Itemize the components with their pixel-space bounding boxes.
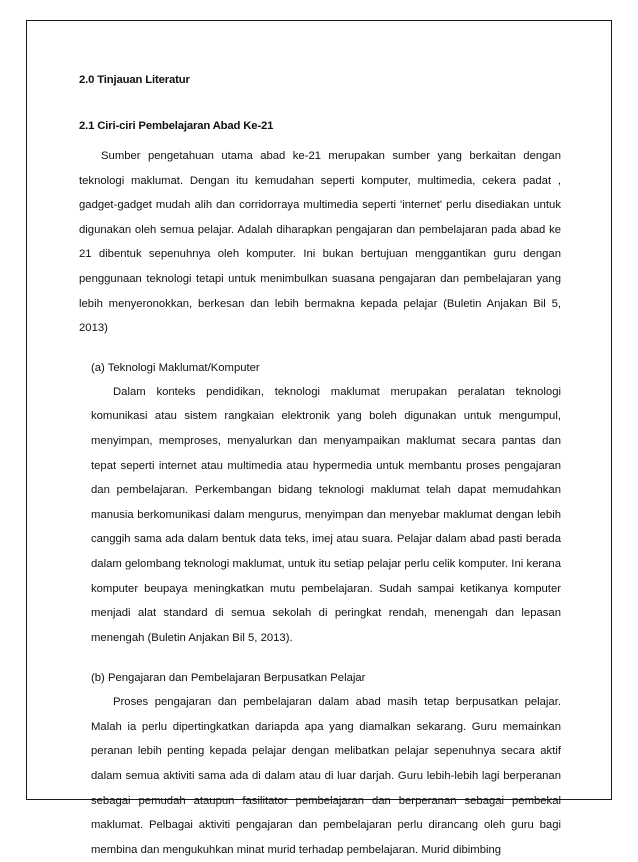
heading-section-2-1: 2.1 Ciri-ciri Pembelajaran Abad Ke-21 xyxy=(79,120,274,132)
subsection-a-text: Dalam konteks pendidikan, teknologi maklumat merupakan peralatan teknologi komunikasi atau sistem rangkaian elektronik yang boleh digunakan untuk mengumpul, menyimpan, memproses, menyalurkan dan menyampaikan maklumat secara pantas dan tepat seperti internet atau multimedia atau hypermedia untuk membantu proses pengajaran dan pembelajaran. Perkembangan bidang teknologi maklumat telah dapat memudahkan manusia berkomunikasi dalam mengurus, menyimpan dan menyebar maklumat dengan lebih canggih sama ada dalam bentuk data teks, imej atau suara. Pelajar dalam abad pasti berada dalam gelombang teknologi maklumat, untuk itu setiap pelajar perlu celik komputer. Ini kerana komputer beupaya meningkatkan mutu pembelajaran. Sudah sampai ketikanya komputer menjadi alat standard di semua sekolah di peringkat rendah, menengah dan lepasan menengah (Buletin Anjakan Bil 5, 2013). xyxy=(91,385,561,644)
subsection-b xyxy=(91,671,561,862)
document-page xyxy=(26,20,612,856)
heading-literature-review: 2.0 Tinjauan Literatur xyxy=(79,74,190,86)
paragraph-intro: Sumber pengetahuan utama abad ke-21 merupakan sumber yang berkaitan dengan teknologi maklumat. Dengan itu kemudahan seperti komputer, multimedia, cekera padat , gadget-gadget mudah alih dan corridorraya multimedia seperti 'internet' perlu disediakan untuk digunakan oleh semua pelajar. Adalah diharapkan pengajaran dan pembelajaran pada abad ke 21 dibentuk sepenuhnya oleh komputer. Ini bukan bertujuan menggantikan guru dengan penggunaan teknologi tetapi untuk menimbulkan suasana pengajaran dan pembelajaran yang lebih menyeronokkan, berkesan dan lebih bermakna kepada pelajar (Buletin Anjakan Bil 5, 2013) xyxy=(79,150,561,335)
subsection-b-title: (b) Pengajaran dan Pembelajaran Berpusatkan Pelajar xyxy=(91,672,366,685)
subsection-b-text: Proses pengajaran dan pembelajaran dalam abad masih tetap berpusatkan pelajar. Malah ia perlu dipertingkatkan dariapda apa yang diamalkan sekarang. Guru memainkan peranan lebih penting kepada pelajar dengan melibatkan pelajar sepenuhnya secara aktif dalam semua aktiviti sama ada di dalam atau di luar darjah. Guru lebih-lebih lagi berperanan sebagai pemudah ataupun fasilitator pembelajaran dan berperanan sebagai pembekal maklumat. Pelbagai aktiviti pengajaran dan pembelajaran perlu dirancang oleh guru bagi membina dan mengukuhkan minat murid terhadap pembelajaran. Murid dibimbing xyxy=(91,696,561,856)
page-content xyxy=(79,73,561,862)
subsection-a xyxy=(91,361,561,651)
subsection-a-title: (a) Teknologi Maklumat/Komputer xyxy=(91,361,260,374)
